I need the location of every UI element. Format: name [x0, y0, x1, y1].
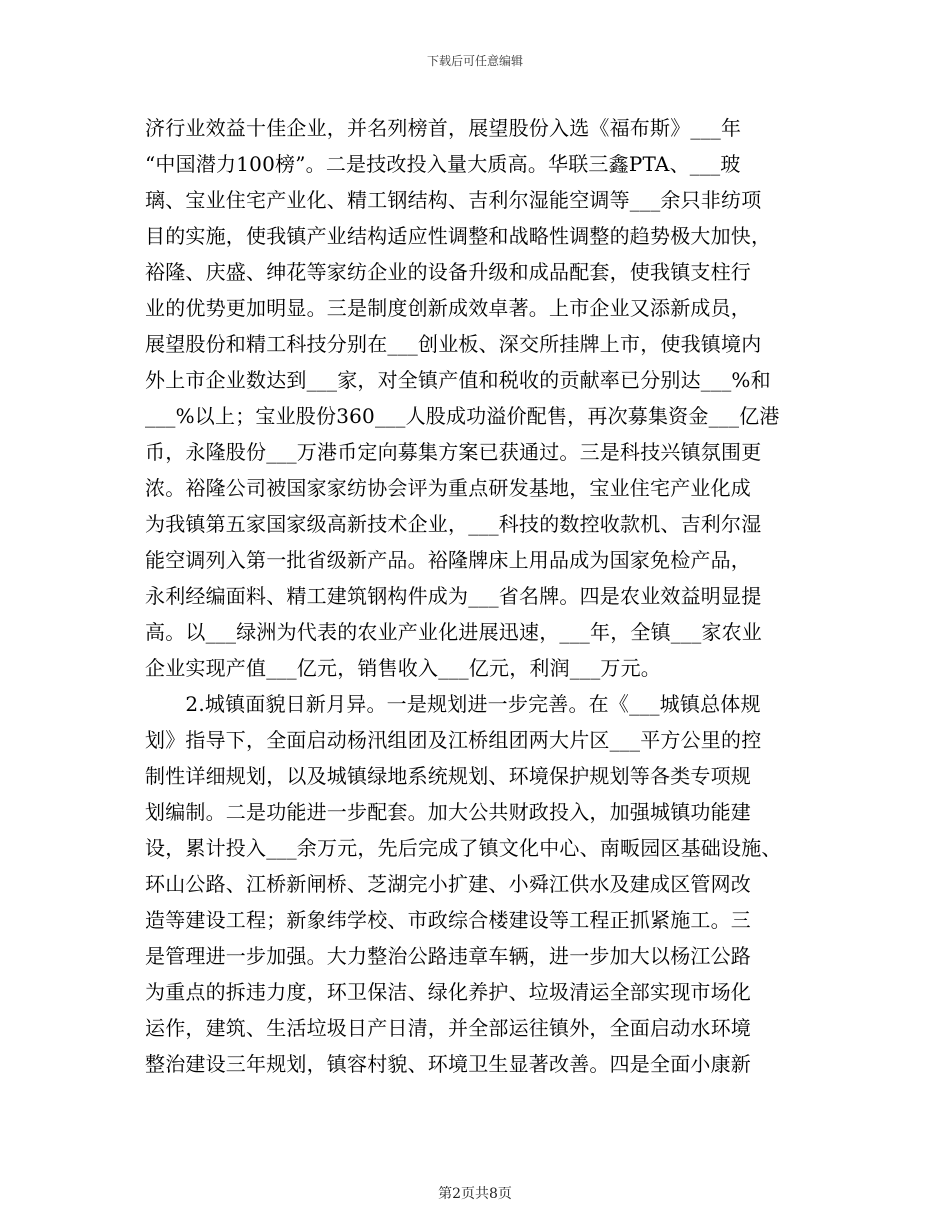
text-line: 浓。裕隆公司被国家家纺协会评为重点研发基地，宝业住宅产业化成: [145, 476, 751, 500]
text-line: 展望股份和精工科技分别在___创业板、深交所挂牌上市，使我镇境内: [145, 332, 762, 356]
text-line: ___%以上；宝业股份360___人股成功溢价配售，再次募集资金___亿港: [145, 404, 780, 428]
text-line: 环山公路、江桥新闸桥、芝湖完小扩建、小舜江供水及建成区管网改: [145, 872, 751, 896]
text-line: 能空调列入第一批省级新产品。裕隆牌床上用品成为国家免检产品，: [145, 548, 751, 572]
text-line: 运作，建筑、生活垃圾日产日清，并全部运往镇外，全面启动水环境: [145, 1016, 751, 1040]
document-body: [145, 110, 825, 1082]
text-line: 为重点的拆违力度，环卫保洁、绿化养护、垃圾清运全部实现市场化: [145, 980, 751, 1004]
text-line: 高。以___绿洲为代表的农业产业化进展迅速，___年，全镇___家农业: [145, 620, 762, 644]
text-line: 为我镇第五家国家级高新技术企业，___科技的数控收款机、吉利尔湿: [145, 512, 762, 536]
text-line: 币，永隆股份___万港币定向募集方案已获通过。三是科技兴镇氛围更: [145, 440, 762, 464]
text-line: 划编制。二是功能进一步配套。加大公共财政投入，加强城镇功能建: [145, 800, 751, 824]
paragraph-start-line: 2.城镇面貌日新月异。一是规划进一步完善。在《___城镇总体规: [145, 692, 761, 716]
text-line: 造等建设工程；新象纬学校、市政综合楼建设等工程正抓紧施工。三: [145, 908, 751, 932]
text-line: “中国潜力100榜”。二是技改投入量大质高。华联三鑫PTA、___玻: [145, 152, 741, 176]
text-line: 济行业效益十佳企业，并名列榜首，展望股份入选《福布斯》___年: [145, 116, 742, 140]
text-line: 永利经编面料、精工建筑钢构件成为___省名牌。四是农业效益明显提: [145, 584, 762, 608]
text-line: 制性详细规划，以及城镇绿地系统规划、环境保护规划等各类专项规: [145, 764, 751, 788]
text-line: 设，累计投入___余万元，先后完成了镇文化中心、南畈园区基础设施、: [145, 836, 782, 860]
text-line: 业的优势更加明显。三是制度创新成效卓著。上市企业又添新成员，: [145, 296, 751, 320]
text-line: 裕隆、庆盛、绅花等家纺企业的设备升级和成品配套，使我镇支柱行: [145, 260, 751, 284]
text-line: 璃、宝业住宅产业化、精工钢结构、吉利尔湿能空调等___余只非纺项: [145, 188, 762, 212]
page-number: 第2页共8页: [438, 1186, 512, 1202]
text-line: 目的实施，使我镇产业结构适应性调整和战略性调整的趋势极大加快，: [145, 224, 772, 248]
text-line: 整治建设三年规划，镇容村貌、环境卫生显著改善。四是全面小康新: [145, 1052, 751, 1076]
text-line: 是管理进一步加强。大力整治公路违章车辆，进一步加大以杨江公路: [145, 944, 751, 968]
page-header: 下载后可任意编辑: [426, 54, 523, 68]
text-line: 外上市企业数达到___家，对全镇产值和税收的贡献率已分别达___%和: [145, 368, 771, 392]
text-line: 企业实现产值___亿元，销售收入___亿元，利润___万元。: [145, 656, 661, 680]
text-line: 划》指导下，全面启动杨汛组团及江桥组团两大片区___平方公里的控: [145, 728, 762, 752]
